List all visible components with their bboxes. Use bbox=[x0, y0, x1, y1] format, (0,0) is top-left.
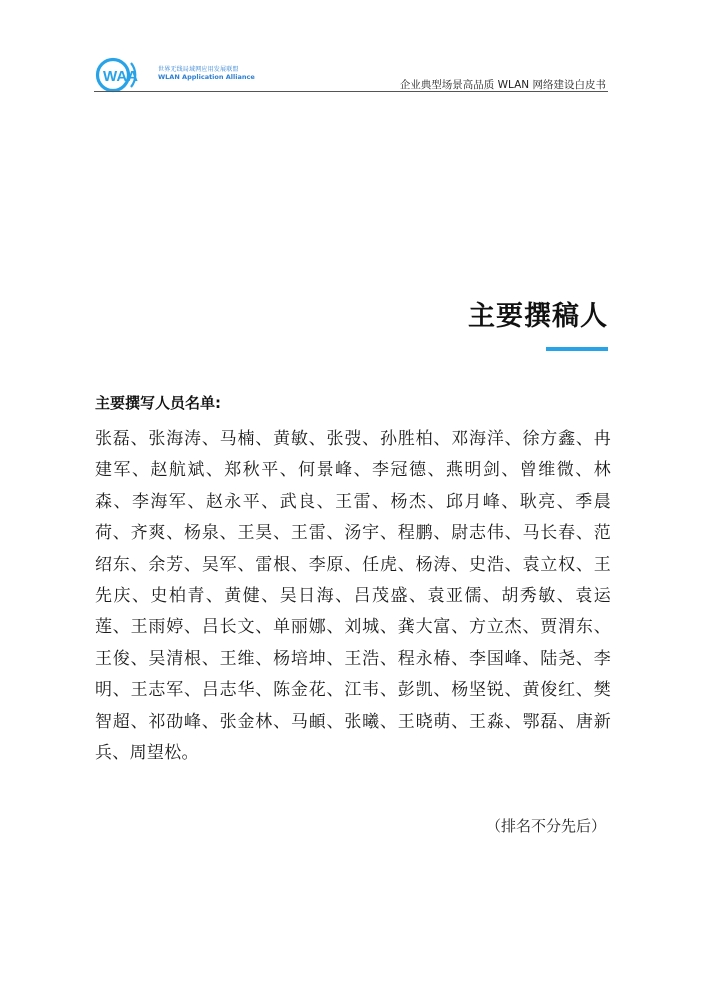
waa-logo bbox=[94, 55, 264, 95]
logo-mark-text: WAA bbox=[103, 68, 138, 85]
logo-name-cn: 世界无线局域网应用发展联盟 bbox=[158, 66, 239, 73]
list-heading: 主要撰写人员名单: bbox=[95, 394, 221, 412]
waa-logo-mark bbox=[94, 55, 156, 95]
contributor-names: 张磊、张海涛、马楠、黄敏、张弢、孙胜柏、邓海洋、徐方鑫、冉建军、赵航斌、郑秋平、何景峰、李冠德、燕明剑、曾维微、林森、李海军、赵永平、武良、王雷、杨杰、邱月峰、耿亮、季晨荷、齐爽、杨泉、王昊、王雷、汤宇、程鹏、尉志伟、马长春、范绍东、余芳、吴军、雷根、李原、任虎、杨涛、史浩、袁立权、王先庆、史柏青、黄健、吴日海、吕茂盛、袁亚儒、胡秀敏、袁运莲、王雨婷、吕长文、单丽娜、刘城、龚大富、方立杰、贾渭东、王俊、吴清根、王维、杨培坤、王浩、程永椿、李国峰、陆尧、李明、王志军、吕志华、陈金花、江韦、彭凯、杨坚锐、黄俊红、樊智超、祁劭峰、张金林、马頔、张曦、王晓萌、王淼、鄂磊、唐新兵、周望松。 bbox=[95, 429, 611, 764]
section-title: 主要撰稿人 bbox=[468, 301, 608, 332]
header-divider bbox=[94, 91, 608, 92]
logo-name-en: WLAN Application Alliance bbox=[158, 73, 255, 81]
title-accent-bar bbox=[546, 347, 608, 351]
document-title: 企业典型场景高品质 WLAN 网络建设白皮书 bbox=[399, 79, 606, 91]
ordering-note: （排名不分先后） bbox=[485, 817, 606, 835]
